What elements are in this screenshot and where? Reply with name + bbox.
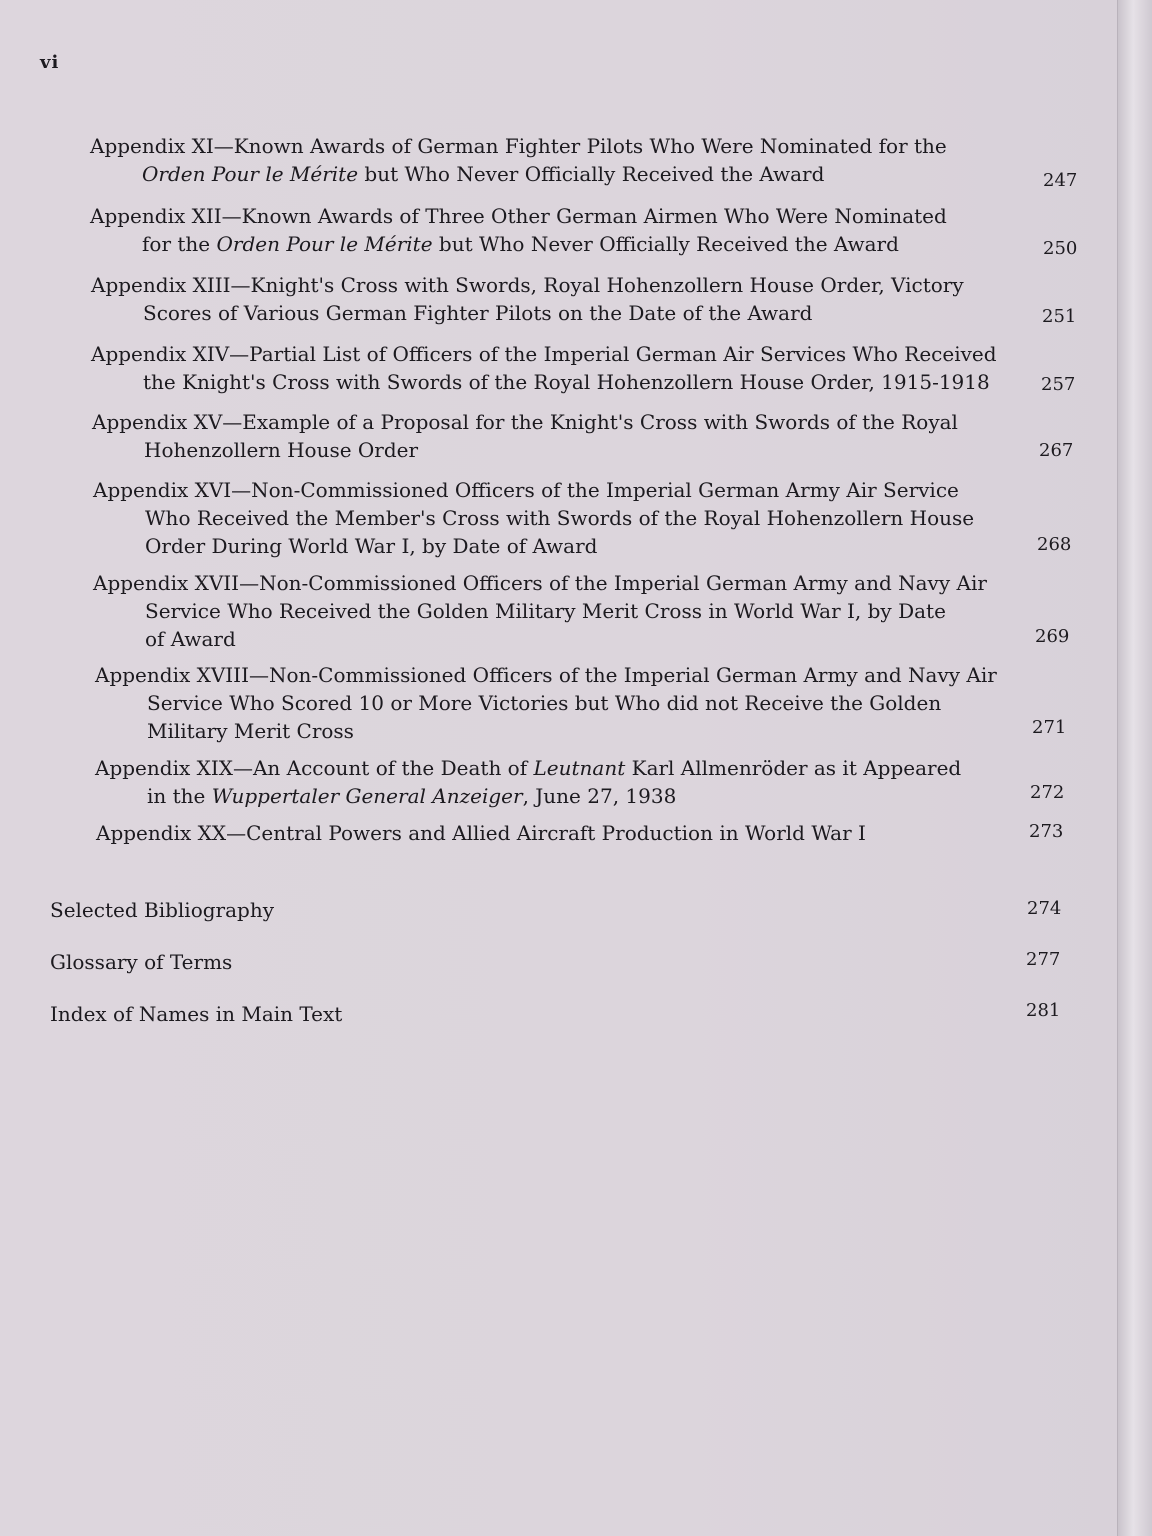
toc-entry-appendix-xvii xyxy=(93,569,987,653)
page-edge xyxy=(1117,0,1152,1536)
toc-entry-bibliography: Selected Bibliography xyxy=(50,898,275,922)
entry-line: Who Received the Member's Cross with Swords of the Royal Hohenzollern House xyxy=(145,506,975,530)
toc-entry-appendix-xix xyxy=(95,754,961,810)
page-ref: 274 xyxy=(1027,898,1062,919)
page-ref: 251 xyxy=(1042,306,1077,327)
entry-line: Appendix XIII—Knight's Cross with Swords, Royal Hohenzollern House Order, Victory xyxy=(91,273,964,297)
page-ref: 267 xyxy=(1039,440,1074,461)
toc-entry-appendix-xv xyxy=(92,408,958,464)
page-ref: 250 xyxy=(1043,238,1078,259)
page-ref: 247 xyxy=(1043,170,1078,191)
toc-entry-appendix-xi xyxy=(90,132,947,188)
entry-line: the Knight's Cross with Swords of the Royal Hohenzollern House Order, 1915-1918 xyxy=(143,370,990,394)
entry-line: Service Who Received the Golden Military Merit Cross in World War I, by Date xyxy=(145,599,946,623)
entry-line: Appendix XX—Central Powers and Allied Aircraft Production in World War I xyxy=(96,821,866,845)
entry-line: Appendix XVII—Non-Commissioned Officers of the Imperial German Army and Navy Air xyxy=(93,571,987,595)
page-ref: 281 xyxy=(1026,1000,1061,1021)
entry-line: Orden Pour le Mérite but Who Never Officially Received the Award xyxy=(142,162,825,186)
page-number: vi xyxy=(40,52,60,73)
toc-entry-appendix-xx xyxy=(96,819,866,847)
toc-entry-appendix-xvi xyxy=(93,476,974,560)
toc-entry-appendix-xiv xyxy=(91,340,997,396)
entry-line: Appendix XI—Known Awards of German Fighter Pilots Who Were Nominated for the xyxy=(90,134,947,158)
entry-line: Appendix XV—Example of a Proposal for the Knight's Cross with Swords of the Royal xyxy=(92,410,958,434)
entry-line: Appendix XII—Known Awards of Three Other German Airmen Who Were Nominated xyxy=(90,204,947,228)
entry-line: Scores of Various German Fighter Pilots on the Date of the Award xyxy=(143,301,813,325)
page-ref: 271 xyxy=(1032,717,1067,738)
page-ref: 268 xyxy=(1037,534,1072,555)
entry-line: Appendix XVI—Non-Commissioned Officers of the Imperial German Army Air Service xyxy=(93,478,959,502)
toc-entry-appendix-xviii xyxy=(95,661,997,745)
entry-line: Appendix XVIII—Non-Commissioned Officers of the Imperial German Army and Navy Air xyxy=(95,663,997,687)
page-ref: 272 xyxy=(1030,782,1065,803)
page-ref: 277 xyxy=(1026,949,1061,970)
page-ref: 257 xyxy=(1041,374,1076,395)
toc-entry-appendix-xiii xyxy=(91,271,964,327)
entry-line: of Award xyxy=(145,627,236,651)
entry-line: Service Who Scored 10 or More Victories but Who did not Receive the Golden xyxy=(147,691,942,715)
toc-entry-index: Index of Names in Main Text xyxy=(50,1002,343,1026)
toc-entry-glossary: Glossary of Terms xyxy=(50,950,233,974)
page-ref: 269 xyxy=(1035,626,1070,647)
toc-entry-appendix-xii xyxy=(90,202,947,258)
entry-line: Hohenzollern House Order xyxy=(144,438,419,462)
entry-line: for the Orden Pour le Mérite but Who Never Officially Received the Award xyxy=(142,232,899,256)
entry-line: Appendix XIV—Partial List of Officers of the Imperial German Air Services Who Received xyxy=(91,342,997,366)
entry-line: Military Merit Cross xyxy=(147,719,354,743)
entry-line: Appendix XIX—An Account of the Death of Leutnant Karl Allmenröder as it Appeared xyxy=(95,756,962,780)
entry-line: in the Wuppertaler General Anzeiger, June 27, 1938 xyxy=(147,784,677,808)
page-ref: 273 xyxy=(1029,821,1064,842)
entry-line: Order During World War I, by Date of Award xyxy=(145,534,598,558)
